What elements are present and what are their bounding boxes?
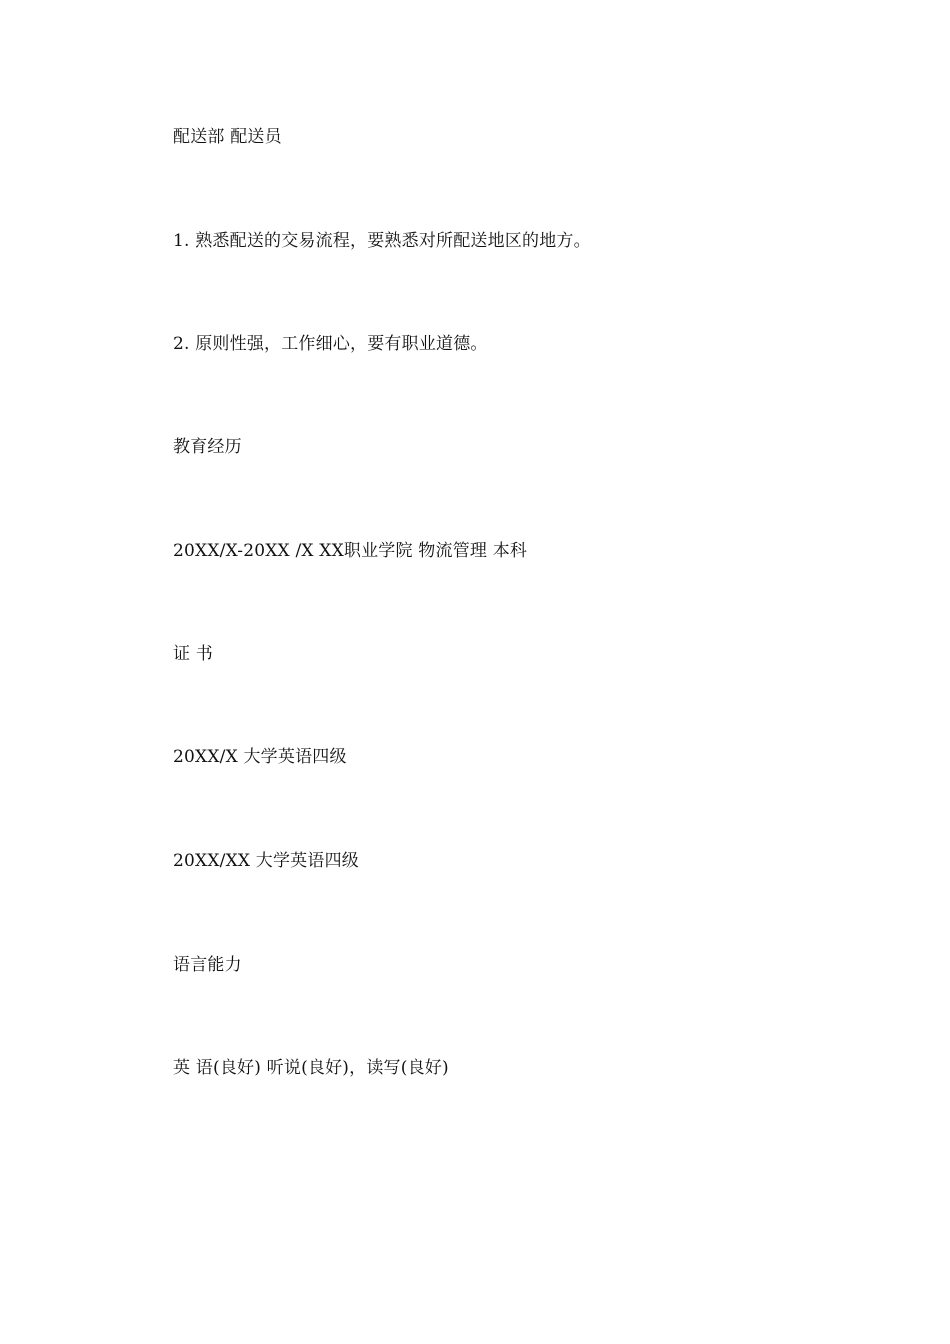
language-entry: 英 语(良好) 听说(良好)，读写(良好) [173,1058,449,1078]
duty-item-1: 1. 熟悉配送的交易流程，要熟悉对所配送地区的地方。 [173,231,591,251]
education-entry: 20XX/X-20XX /X XX职业学院 物流管理 本科 [173,541,528,561]
certificate-entry-1: 20XX/X 大学英语四级 [173,747,347,767]
education-heading: 教育经历 [173,437,242,457]
duty-item-2: 2. 原则性强，工作细心，要有职业道德。 [173,334,488,354]
certificates-heading: 证 书 [173,644,214,664]
certificate-entry-2: 20XX/XX 大学英语四级 [173,851,359,871]
job-position-line: 配送部 配送员 [173,127,282,147]
language-heading: 语言能力 [173,955,242,975]
